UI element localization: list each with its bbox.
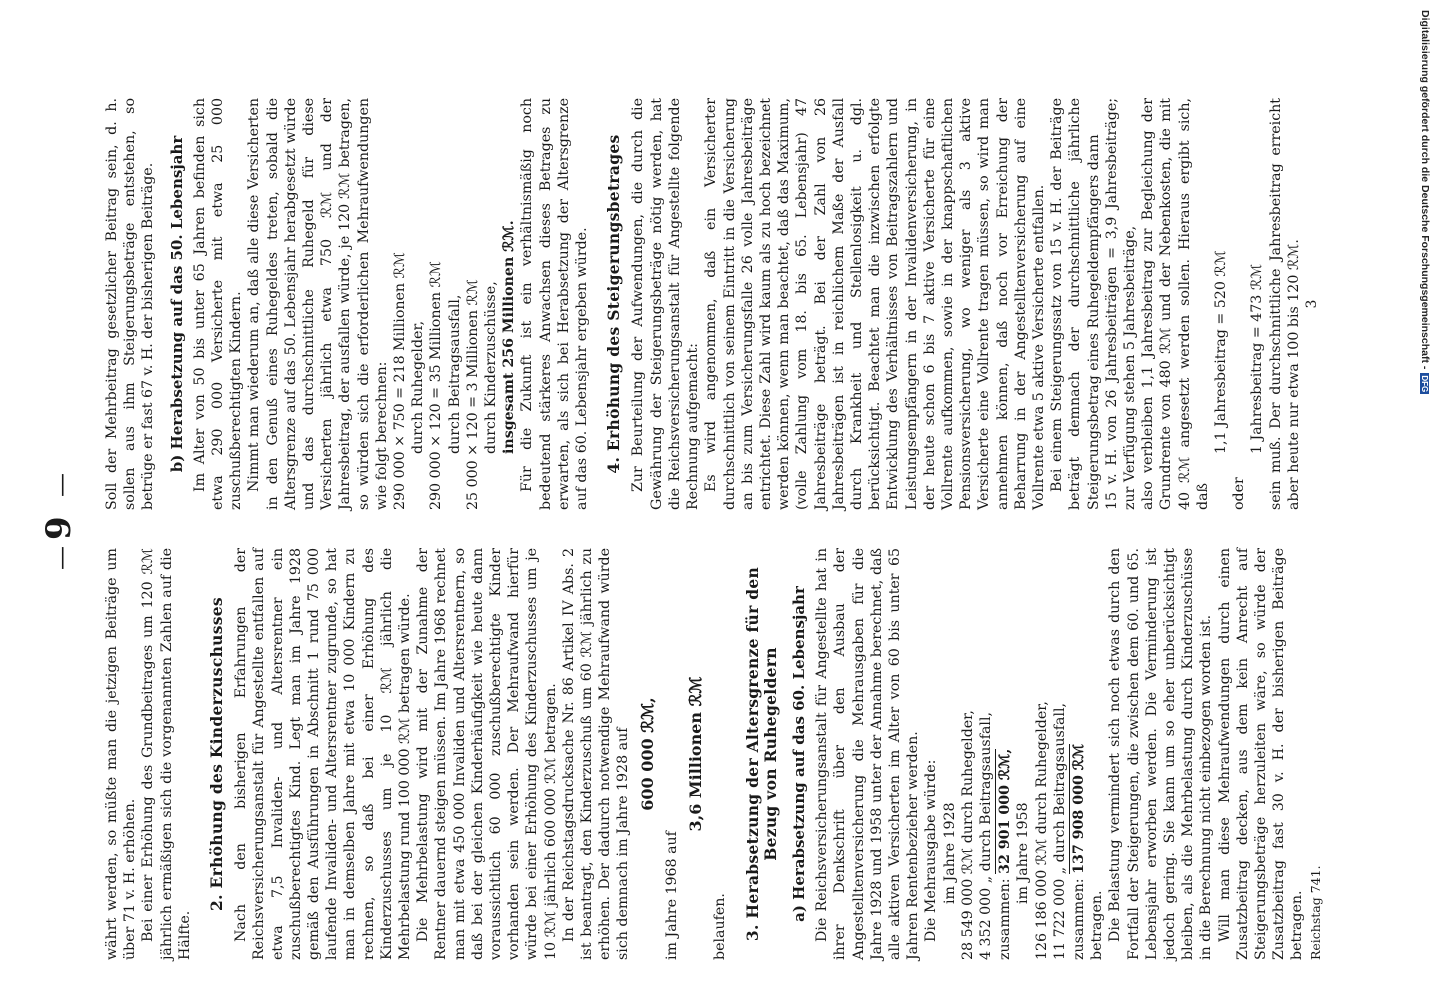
paragraph: Nimmt man wiederum an, daß alle diese Versicherten in den Genuß eines Ruhegeldes treten, sobald die Altersgrenze auf das 50. Lebensjahr herabgesetzt würde und das durchschnittliche Ruhegeld für diese Versicherten jährlich etwa 750 ℛℳ und der Jahresbeitrag, der ausfallen würde, je 120 ℛℳ betragen, so würden sich die erforderlichen Mehraufwendungen wie folgt berechnen:: [246, 98, 390, 510]
credit-text-wrap: [1419, 10, 1431, 394]
equation: 1,1 Jahresbeitrag = 520 ℛℳ: [1212, 250, 1229, 454]
year-label: im Jahre 1958: [1015, 802, 1032, 904]
header-dash-right: —: [47, 473, 75, 497]
calc-line: 290 000 × 120 = 35 Millionen ℛℳ: [428, 260, 445, 510]
dfg-logo: DFG: [1420, 375, 1429, 393]
value-1968: 3,6 Millionen ℛℳ: [686, 676, 706, 832]
heading-50-lebensjahr: b) Herabsetzung auf das 50. Lebensjahr: [167, 135, 186, 473]
paragraph: also verbleiben 1,1 Jahresbeitrag zur Begleichung der Grundrente von 480 ℛℳ und der Nebenkosten, die mit 40 ℛℳ angesetzt werden sollen. Hieraus ergibt sich, daß: [1140, 98, 1211, 510]
paragraph: Für die Zukunft ist ein verhältnismäßig noch bedeutend stärkeres Anwachsen dieses Betrages zu erwarten, als sich bei Herabsetzung der Altersgrenze auf das 60. Lebensjahr ergeben würde.: [519, 98, 591, 510]
calc-total: insgesamt 256 Millionen ℛℳ.: [501, 220, 518, 454]
paragraph: Die Belastung vermindert sich noch etwas durch den Fortfall der Steigerungen, die zwischen dem 60. und 65. Lebensjahr erworben werden. Die Verminderung ist jedoch gering. Sie kann um so eher unberücksichtigt bleiben, als die Mehrbelastung durch Kinderzuschüsse in die Berechnung nicht einbezogen worden ist.: [1107, 548, 1215, 960]
paragraph: Will man diese Mehraufwendungen durch einen Zusatzbeitrag decken, aus dem kein Anrecht auf Steigerungsbeträge herzuleiten wäre, so würde der Zusatzbeitrag fast 30 v. H. der bisherigen Beiträge betragen.: [1216, 548, 1306, 960]
paragraph: Bei einem Steigerungssatz von 15 v. H. der Beiträge beträgt demnach der durchschnittliche jährliche Steigerungsbetrag eines Ruhegeldempfängers dann: [1049, 98, 1102, 510]
heading-kinderzuschuss: 2. Erhöhung des Kinderzuschusses: [207, 597, 227, 911]
right-column: [103, 98, 1321, 510]
paragraph: Die Mehrausgabe würde:: [923, 759, 940, 942]
calc-line: 4 352 000 „ durch Beitragsausfall,: [977, 711, 994, 960]
paragraph: In der Reichstagsdrucksache Nr. 86 Artikel IV Abs. 2 ist beantragt, den Kinderzuschuß um 60 ℛℳ jährlich zu erhöhen. Der dadurch notwendige Mehraufwand würde sich demnach im Jahre 1928 auf: [560, 548, 632, 960]
sum-line: [1069, 548, 1088, 960]
paragraph: Zur Beurteilung der Aufwendungen, die durch die Gewährung der Steigerungsbeträge nötig werden, hat die Reichsversicherungsanstalt für Angestellte folgende Rechnung aufgemacht:: [630, 98, 702, 510]
header-dash-left: —: [47, 546, 75, 570]
paragraph: Im Alter von 50 bis unter 65 Jahren befinden sich etwa 290 000 Versicherte mit etwa 25 000 zuschußberechtigten Kindern.: [191, 98, 245, 510]
conjunction: oder: [1231, 477, 1248, 510]
calc-line: 15 v. H. von 26 Jahresbeiträgen = 3,9 Jahresbeiträge; zur Verfügung stehen 5 Jahresbeiträge,: [1103, 98, 1138, 510]
heading-altersgrenze: 3. Herabsetzung der Altersgrenze für den Bezug von Ruhegeldern: [742, 566, 780, 942]
sum-label: zusammen:: [1070, 878, 1087, 960]
year-label: im Jahre 1928: [941, 802, 958, 904]
page-footer-number: 3: [1304, 299, 1320, 309]
calc-line: 290 000 × 750 = 218 Millionen ℛℳ: [392, 251, 409, 510]
page-number: 9: [39, 516, 79, 540]
calc-note: durch Beitragsausfall,: [446, 294, 463, 454]
calc-note: durch Kinderzuschüsse,: [483, 281, 500, 454]
credit-text: Digitalisierung gefördert durch die Deutsche Forschungsgemeinschaft -: [1419, 10, 1431, 370]
calc-line: 25 000 × 120 = 3 Millionen ℛℳ: [464, 279, 481, 510]
dfg-credit: [1419, 10, 1433, 990]
sum-value: 137 908 000 ℛℳ: [1070, 743, 1087, 874]
calc-note: durch Ruhegelder,: [410, 320, 427, 454]
page-header: [39, 95, 95, 965]
paragraph: im Jahre 1968 auf: [663, 831, 680, 960]
sum-label: zusammen:: [997, 878, 1014, 960]
calc-line: 11 722 000 „ durch Beitragsausfall,: [1051, 702, 1068, 960]
heading-60-lebensjahr: a) Herabsetzung auf das 60. Lebensjahr: [789, 586, 808, 922]
sum-line: [995, 548, 1014, 960]
paragraph: Die Reichsversicherungsanstalt für Angestellte hat in ihrer Denkschrift über den Ausbau der Angestelltenversicherung die Mehrausgaben für die Jahre 1928 und 1958 unter der Annahme berechnet, daß alle aktiven Versicherten im Alter von 60 bis unter 65 Jahren Rentenbezieher werden.: [814, 548, 922, 960]
left-column: [103, 548, 1325, 960]
paragraph: sein muß. Der durchschnittliche Jahresbeitrag erreicht aber heute nur etwa 100 bis 120 ℛℳ.: [1267, 98, 1302, 510]
paragraph: währt werden, so müßte man die jetzigen Beiträge um über 71 v. H. erhöhen.: [104, 548, 139, 960]
sum-value: 32 901 000 ℛℳ,: [997, 748, 1014, 874]
value-1928: 600 000 ℛℳ,: [637, 697, 657, 811]
paragraph: Bei einer Erhöhung des Grundbeitrages um 120 ℛℳ jährlich ermäßigen sich die vorgenannten Zahlen auf die Hälfte.: [140, 548, 193, 960]
paragraph: Es wird angenommen, daß ein Versicherter durchschnittlich von seinem Eintritt in die Versicherung an bis zum Versicherungsfalle 26 volle Jahresbeiträge entrichtet. Diese Zahl wird kaum als zu hoch bezeichnet werden können, wenn man beachtet, daß das Maximum, (volle Zahlung vom 18. bis 65. Lebensjahr) 47 Jahresbeiträge beträgt. Bei der Zahl von 26 Jahresbeiträgen ist in reichlichem Maße der Ausfall durch Krankheit und Stellenlosigkeit u. dgl. berücksichtigt. Beachtet man die inzwischen erfolgte Entwicklung des Verhältnisses von Beitragszahlern und Leistungsempfängern in der Invalidenversicherung, in der heute schon 6 bis 7 aktive Versicherte für eine Vollrente aufkommen, sowie in der knappschaftlichen Pensionsversicherung, wo weniger als 3 aktive Versicherte eine Vollrente tragen müssen, so wird man annehmen können, daß noch vor Erreichung der Beharrung in der Angestelltenversicherung auf eine Vollrente etwa 5 aktive Versicherte entfallen.: [703, 98, 1047, 510]
paragraph: Soll der Mehrbeitrag gesetzlicher Beitrag sein, d. h. sollen aus ihm Steigerungsbeträge entstehen, so betrüge er fast 67 v. H. der bisherigen Beiträge.: [104, 98, 157, 510]
equation: 1 Jahresbeitrag = 473 ℛℳ: [1249, 263, 1266, 454]
paragraph: betragen.: [1089, 890, 1106, 960]
paragraph: belaufen.: [712, 893, 729, 960]
paragraph: Die Mehrbelastung wird mit der Zunahme der Rentner dauernd steigen müssen. Im Jahre 1968 rechnet man mit etwa 450 000 Invaliden und Altersrentnern, so daß bei der gleichen Kinderhäufigkeit wie heute dann voraussichtlich 60 000 zuschußberechtigte Kinder vorhanden sein werden. Der Mehraufwand hierfür würde bei einer Erhöhung des Kinderzuschusses um je 10 ℛℳ jährlich 600 000 ℛℳ betragen.: [415, 548, 559, 960]
rotated-page: [39, 95, 1323, 965]
calc-line: 126 186 000 ℛℳ durch Ruhegelder,: [1033, 701, 1050, 960]
footer-note: Reichstag 741.: [1307, 865, 1323, 960]
calc-line: 28 549 000 ℛℳ durch Ruhegelder,: [959, 710, 976, 960]
heading-steigerungsbetrag: 4. Erhöhung des Steigerungsbetrages: [604, 134, 624, 474]
paragraph: Nach den bisherigen Erfahrungen der Reichsversicherungsanstalt für Angestellte entfallen auf etwa 7,5 Invaliden- und Altersrentner ein zuschußberechtigtes Kind. Legt man im Jahre 1928 gemäß den Ausführungen in Abschnitt 1 rund 75 000 laufende Invaliden- und Altersrentner zugrunde, so hat man in demselben Jahre mit etwa 10 000 Kindern zu rechnen, so daß bei einer Erhöhung des Kinderzuschusses um je 10 ℛℳ jährlich die Mehrbelastung rund 100 000 ℛℳ betragen würde.: [233, 548, 414, 960]
